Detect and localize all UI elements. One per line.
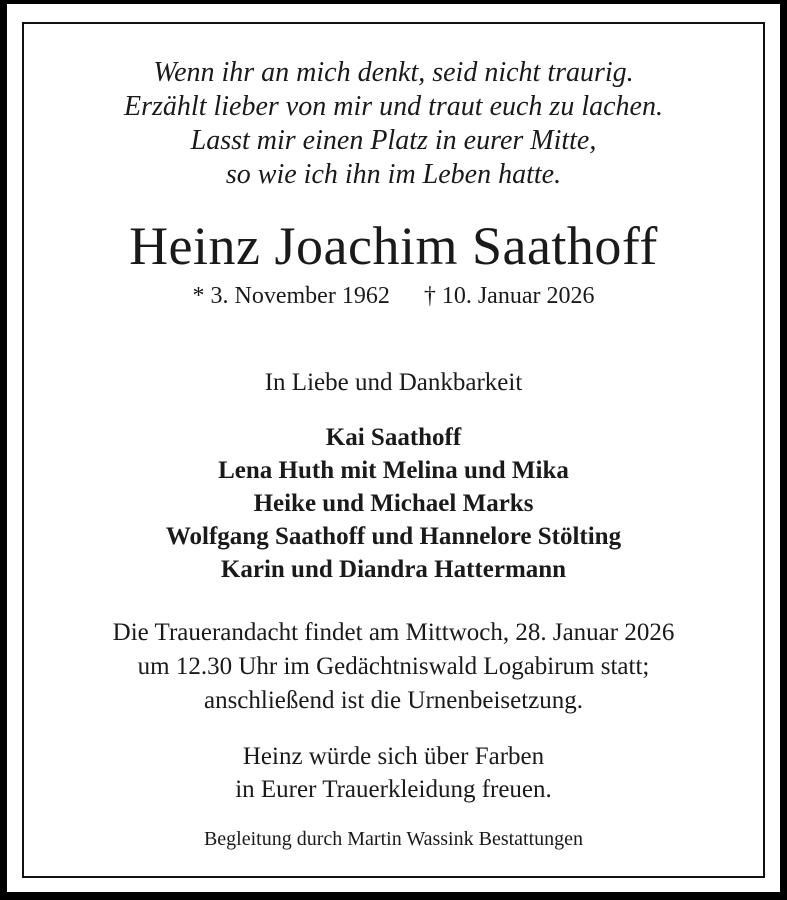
mourner-line: Kai Saathoff [325, 424, 462, 451]
mourner-line: Wolfgang Saathoff und Hannelore Stölting [165, 523, 622, 550]
service-line: um 12.30 Uhr im Gedächtniswald Logabirum statt; [137, 653, 650, 680]
poem-line: so wie ich ihn im Leben hatte. [225, 159, 562, 190]
inner-border-frame [22, 22, 765, 878]
clothing-wish [24, 740, 763, 806]
mourner-line: Heike und Michael Marks [253, 490, 534, 517]
life-dates [24, 281, 763, 311]
wish-line: Heinz würde sich über Farben [242, 743, 545, 770]
service-line: Die Trauerandacht findet am Mittwoch, 28. Januar 2026 [112, 619, 675, 646]
wish-line: in Eurer Trauerkleidung freuen. [235, 776, 552, 803]
poem-line: Erzählt lieber von mir und traut euch zu lachen. [124, 91, 663, 122]
poem-line: Wenn ihr an mich denkt, seid nicht traurig. [153, 57, 634, 88]
death-date: † 10. Januar 2026 [423, 283, 595, 309]
poem-line: Lasst mir einen Platz in eurer Mitte, [190, 125, 597, 156]
service-line: anschließend ist die Urnenbeisetzung. [203, 687, 584, 714]
mourner-line: Lena Huth mit Melina und Mika [218, 457, 569, 484]
deceased-name: Heinz Joachim Saathoff [129, 216, 658, 276]
service-announcement [24, 616, 763, 718]
memorial-poem [24, 56, 763, 192]
birth-date: * 3. November 1962 [192, 283, 390, 309]
dedication-line: In Liebe und Dankbarkeit [264, 369, 523, 396]
funeral-home-credit: Begleitung durch Martin Wassink Bestattungen [203, 828, 584, 850]
mourner-line: Karin und Diandra Hattermann [220, 556, 567, 583]
mourners-list [24, 421, 763, 586]
